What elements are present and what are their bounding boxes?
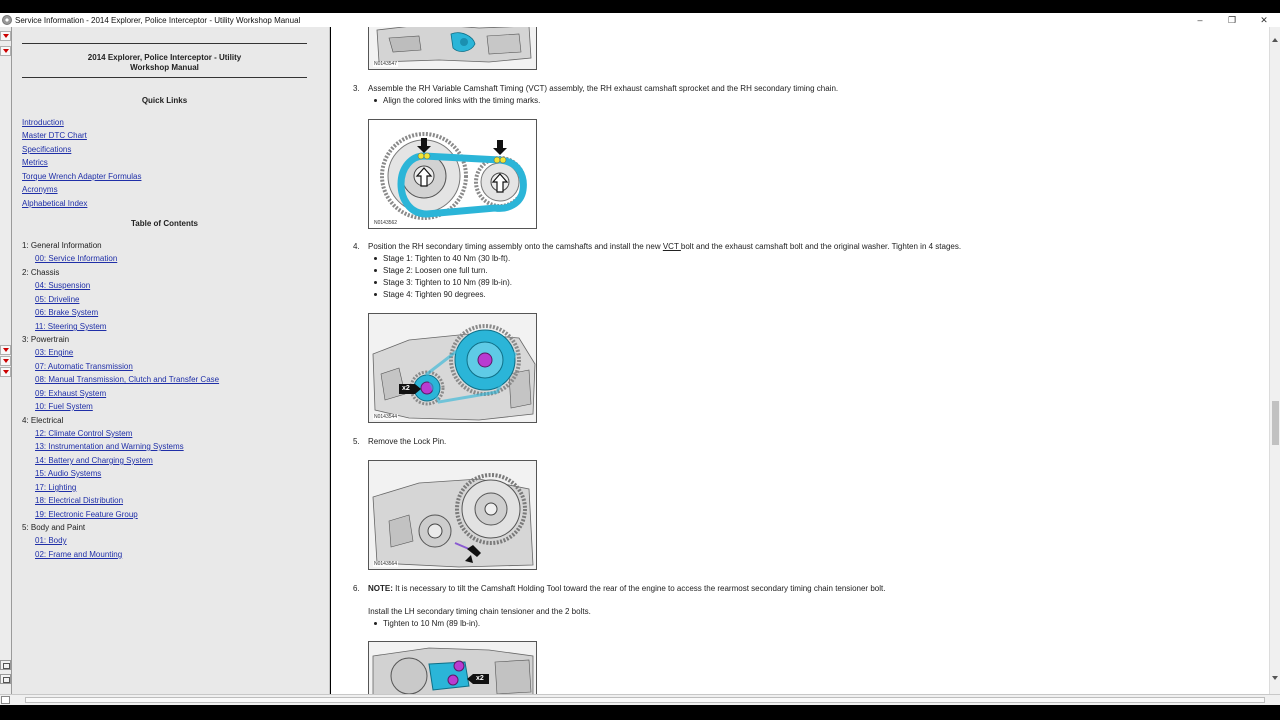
step-bullet: Stage 1: Tighten to 40 Nm (30 lb-ft).	[383, 254, 511, 263]
vertical-scrollbar[interactable]	[1269, 27, 1280, 694]
scroll-down-icon[interactable]	[1272, 676, 1278, 680]
left-toolbar	[0, 27, 12, 694]
quick-link-alphabetical-index[interactable]: Alphabetical Index	[22, 199, 88, 208]
bottom-black-bar	[0, 705, 1280, 720]
window-title: Service Information - 2014 Explorer, Police Interceptor - Utility Workshop Manual	[15, 15, 301, 25]
tensioner-illustration	[369, 642, 537, 694]
toc-item-exhaust-system[interactable]: 09: Exhaust System	[35, 389, 107, 398]
toc-group-powertrain[interactable]: 3: Powertrain	[22, 335, 70, 344]
toc-item-manual-transmission[interactable]: 08: Manual Transmission, Clutch and Transfer Case	[35, 375, 220, 384]
manual-title	[22, 53, 307, 73]
figure-id: N0143564	[374, 561, 398, 567]
toc-group-electrical[interactable]: 4: Electrical	[22, 416, 64, 425]
note-text: It is necessary to tilt the Camshaft Holding Tool toward the rear of the engine to access the rearmost secondary timing chain tensioner bolt.	[392, 584, 886, 593]
figure-id: N0143547	[374, 61, 398, 67]
lock-pin-illustration	[369, 461, 537, 570]
toc-item-instrumentation[interactable]: 13: Instrumentation and Warning Systems	[35, 442, 184, 451]
timing-chain-illustration	[369, 120, 537, 229]
main-content	[331, 27, 1269, 694]
sprocket-install-illustration	[369, 314, 537, 423]
toc-item-lighting[interactable]: 17: Lighting	[35, 483, 77, 492]
figure-id: N0143544	[374, 414, 398, 420]
toc-group-chassis[interactable]: 2: Chassis	[22, 268, 60, 277]
divider	[22, 77, 307, 78]
expand-arrow-icon[interactable]	[0, 46, 11, 56]
toc-item-brake-system[interactable]: 06: Brake System	[35, 308, 99, 317]
horizontal-scroll-track[interactable]	[25, 697, 1265, 703]
horizontal-scrollbar[interactable]	[0, 694, 1280, 705]
manual-title-line-1: 2014 Explorer, Police Interceptor - Utility	[87, 53, 242, 62]
toc-item-electronic-feature-group[interactable]: 19: Electronic Feature Group	[35, 510, 138, 519]
minimize-button[interactable]: –	[1197, 15, 1203, 25]
step-note	[368, 584, 885, 593]
expand-arrow-icon[interactable]	[0, 367, 11, 377]
toc-item-climate-control[interactable]: 12: Climate Control System	[35, 429, 133, 438]
scrollbar-thumb[interactable]	[1272, 401, 1279, 445]
quick-link-metrics[interactable]: Metrics	[22, 158, 48, 167]
print-icon[interactable]	[0, 660, 11, 670]
toc-group-body-and-paint[interactable]: 5: Body and Paint	[22, 523, 86, 532]
scroll-up-icon[interactable]	[1272, 38, 1278, 42]
toc-item-steering-system[interactable]: 11: Steering System	[35, 322, 107, 331]
step-number: 3.	[353, 84, 360, 93]
figure-tensioner-install	[368, 641, 537, 694]
vct-term-link[interactable]: VCT	[662, 242, 681, 251]
toc-item-fuel-system[interactable]: 10: Fuel System	[35, 402, 93, 411]
step-bullet: Stage 4: Tighten 90 degrees.	[383, 290, 486, 299]
toc-item-frame-and-mounting[interactable]: 02: Frame and Mounting	[35, 550, 123, 559]
app-icon	[2, 15, 12, 25]
window-title-bar	[0, 13, 1280, 27]
note-label: NOTE:	[368, 584, 393, 593]
step-bullet: Tighten to 10 Nm (89 lb-in).	[383, 619, 481, 628]
quick-links-heading: Quick Links	[141, 96, 188, 105]
expand-arrow-icon[interactable]	[0, 31, 11, 41]
step-instruction	[368, 242, 961, 251]
toc-item-audio-systems[interactable]: 15: Audio Systems	[35, 469, 102, 478]
step-bullet: Stage 2: Loosen one full turn.	[383, 266, 488, 275]
quick-link-torque-wrench-formulas[interactable]: Torque Wrench Adapter Formulas	[22, 172, 142, 181]
document-icon[interactable]	[0, 674, 11, 684]
sidebar-navigation	[12, 27, 330, 694]
step-text-part: bolt and the exhaust camshaft bolt and the original washer. Tighten in 4 stages.	[680, 242, 962, 251]
step-instruction: Install the LH secondary timing chain tensioner and the 2 bolts.	[368, 607, 591, 616]
divider	[22, 43, 307, 44]
quantity-callout: x2	[476, 675, 484, 682]
step-number: 4.	[353, 242, 360, 251]
table-of-contents-heading: Table of Contents	[131, 219, 198, 228]
step-text-part: Position the RH secondary timing assembly onto the camshafts and install the new	[368, 242, 663, 251]
figure-remove-lock-pin	[368, 460, 537, 570]
quick-link-specifications[interactable]: Specifications	[22, 145, 72, 154]
expand-arrow-icon[interactable]	[0, 356, 11, 366]
toc-item-service-information[interactable]: 00: Service Information	[35, 254, 118, 263]
quick-link-master-dtc-chart[interactable]: Master DTC Chart	[22, 131, 87, 140]
step-number: 6.	[353, 584, 360, 593]
toc-item-suspension[interactable]: 04: Suspension	[35, 281, 91, 290]
step-bullet: Stage 3: Tighten to 10 Nm (89 lb-in).	[383, 278, 512, 287]
figure-id: N0143562	[374, 220, 398, 226]
toc-item-driveline[interactable]: 05: Driveline	[35, 295, 80, 304]
quantity-callout: x2	[402, 385, 410, 392]
step-bullet: Align the colored links with the timing marks.	[383, 96, 541, 105]
step-instruction: Remove the Lock Pin.	[368, 437, 447, 446]
toc-item-automatic-transmission[interactable]: 07: Automatic Transmission	[35, 362, 133, 371]
expand-arrow-icon[interactable]	[0, 345, 11, 355]
toc-item-engine[interactable]: 03: Engine	[35, 348, 74, 357]
toc-item-electrical-distribution[interactable]: 18: Electrical Distribution	[35, 496, 124, 505]
toc-group-general-information[interactable]: 1: General Information	[22, 241, 102, 250]
toc-item-battery-charging[interactable]: 14: Battery and Charging System	[35, 456, 153, 465]
restore-button[interactable]: ❐	[1227, 14, 1237, 25]
quick-link-introduction[interactable]: Introduction	[22, 118, 64, 127]
step-number: 5.	[353, 437, 360, 446]
close-button[interactable]: ✕	[1260, 14, 1268, 25]
status-icon	[1, 696, 10, 704]
figure-secondary-timing-assembly	[368, 313, 537, 423]
step-instruction: Assemble the RH Variable Camshaft Timing (VCT) assembly, the RH exhaust camshaft sprocket and the RH secondary timing chain.	[368, 84, 839, 93]
quick-link-acronyms[interactable]: Acronyms	[22, 185, 58, 194]
toc-item-body[interactable]: 01: Body	[35, 536, 67, 545]
figure-previous-step	[368, 27, 537, 70]
top-black-bar	[0, 0, 1280, 13]
manual-title-line-2: Workshop Manual	[130, 63, 199, 72]
figure-timing-chain-alignment	[368, 119, 537, 229]
